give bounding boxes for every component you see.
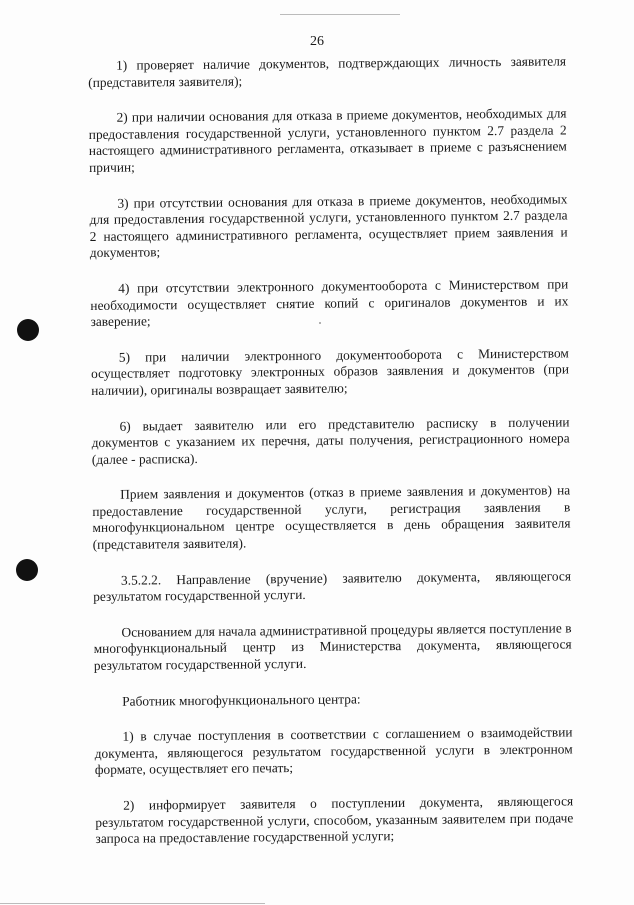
top-edge-mark [280,14,400,15]
bottom-edge-mark [0,903,265,904]
paragraph: 4) при отсутствии электронного документооборота с Министерством при необходимости осуществляет снятие копий с оригиналов документов и их заверение; [90,276,569,330]
paragraph: Основанием для начала административной процедуры является поступление в многофункциональный центр из Министерства документа, являющегося результатом государственной услуги. [93,620,572,674]
paragraph: 3) при отсутствии основания для отказа в приеме документов, необходимых для предоставления государственной услуги, установленного пунктом 2.7 раздела 2 настоящего административного регламента, осуществляет прием заявления и документов; [89,190,568,261]
document-body [88,53,574,866]
page-number: 26 [310,34,324,49]
paragraph: Прием заявления и документов (отказ в приеме заявления и документов) на предоставление государственной услуги, регистрация заявления в многофункциональном центре осуществляется в день обращения заявителя (представителя заявителя). [92,482,571,553]
paragraph: Работник многофункционального центра: [122,691,361,709]
section-heading: 3.5.2.2. Направление (вручение) заявителю документа, являющегося результатом государственной услуги. [93,568,572,605]
binder-hole [17,319,39,341]
paragraph: 1) проверяет наличие документов, подтверждающих личность заявителя (представителя заявителя); [88,53,567,90]
paragraph: 1) в случае поступления в соответствии с соглашением о взаимодействии документа, являющегося результатом государственной услуги в электронном формате, осуществляет его печать; [94,724,573,778]
paragraph: 5) при наличии электронного документооборота с Министерством осуществляет подготовку электронных образов заявления и документов (при наличии), оригиналы возвращает заявителю; [90,345,570,398]
binder-hole [16,559,38,581]
paragraph: 2) информирует заявителя о поступлении документа, являющегося результатом государственной услуги, способом, указанным заявителем при подаче запроса на предоставление государственной услуги; [95,793,574,847]
paragraph: 6) выдает заявителю или его представителю расписку в получении документов с указанием их перечня, даты получения, регистрационного номера (далее - расписка). [91,413,570,467]
paragraph: 2) при наличии основания для отказа в приеме документов, необходимых для предоставления государственной услуги, установленного пунктом 2.7 раздела 2 настоящего административного регламента, отказывает в приеме с разъяснением причин; [88,105,567,175]
